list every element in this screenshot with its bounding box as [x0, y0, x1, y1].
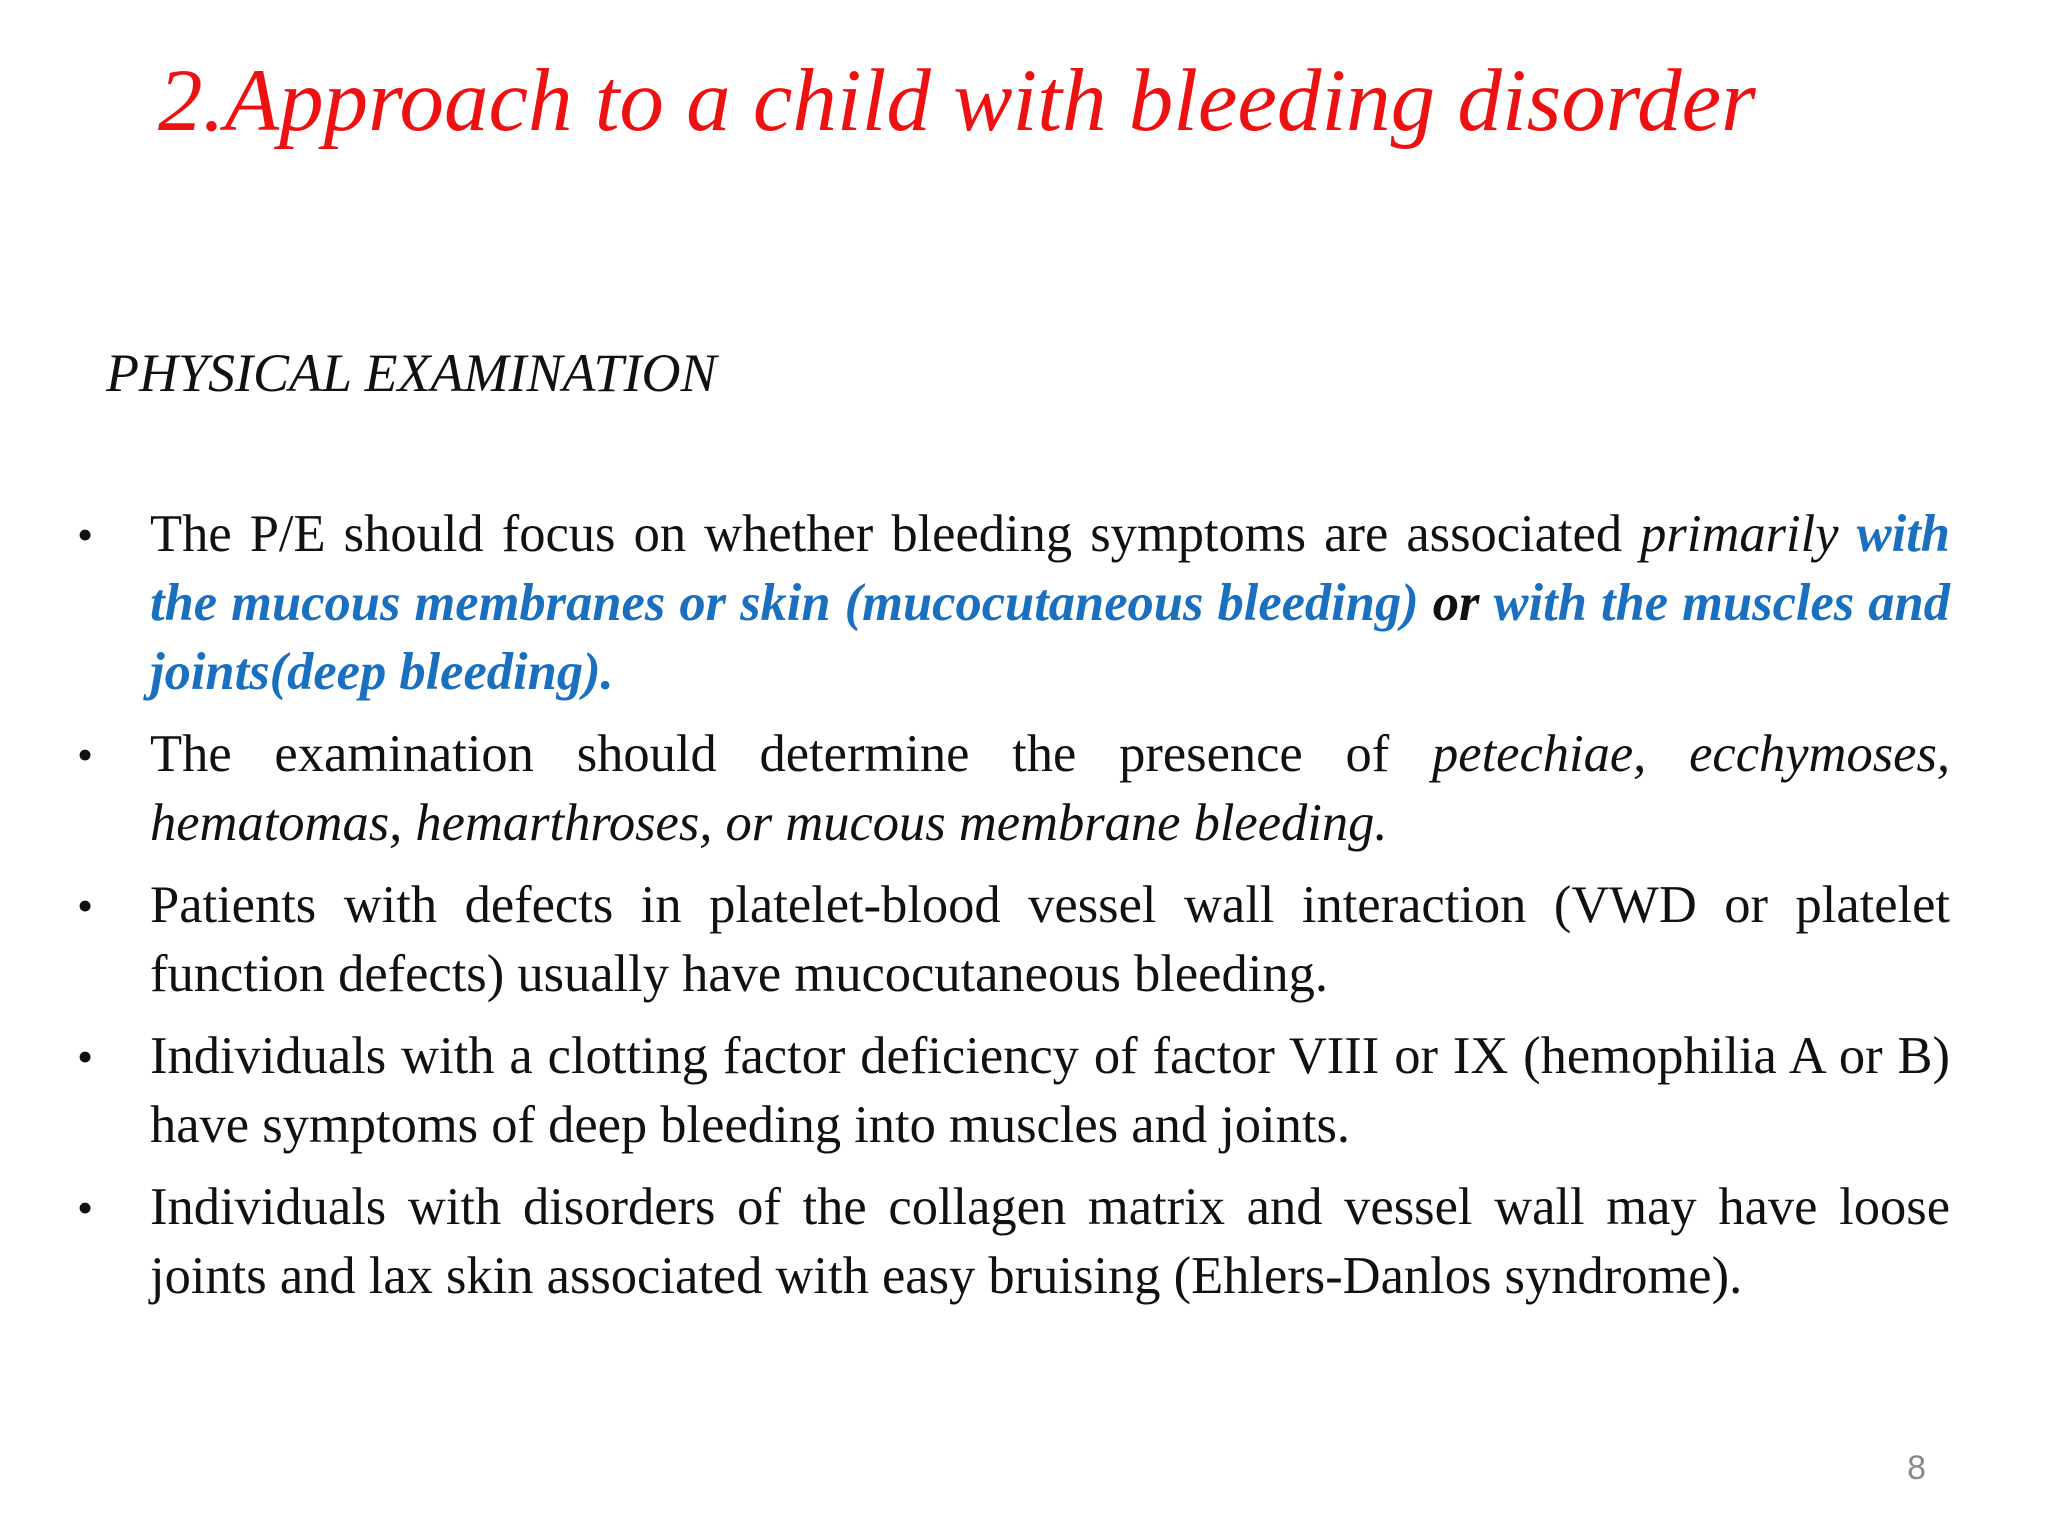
bullet-5-text: Individuals with disorders of the collagen matrix and vessel wall may have loose joints and lax skin associated with easy bruising (Ehlers-Danlos syndrome).	[150, 1178, 1950, 1305]
bullet-item-2	[70, 720, 1950, 858]
bullet-marker: •	[76, 1182, 94, 1233]
bullet-item-1	[70, 500, 1950, 707]
bullet-1-or: or	[1418, 574, 1494, 632]
bullet-item-4	[70, 1022, 1950, 1160]
section-subheading: PHYSICAL EXAMINATION	[106, 343, 717, 403]
bullet-1-deep-bleeding-phrase: with the muscles and joints(deep bleeding).	[150, 574, 1950, 701]
bullet-1-space	[1839, 505, 1857, 563]
bullet-list	[70, 500, 1950, 1324]
bullet-2-text: The examination should determine the presence of	[150, 725, 1433, 783]
bullet-1-text: The P/E should focus on whether bleeding symptoms are associated	[150, 505, 1641, 563]
bullet-marker: •	[76, 509, 94, 560]
bullet-marker: •	[76, 1031, 94, 1082]
bullet-1-emphasis-primarily: primarily	[1640, 505, 1839, 563]
slide-title: 2.Approach to a child with bleeding disorder	[158, 52, 1756, 150]
bullet-item-3	[70, 871, 1950, 1009]
bullet-3-text: Patients with defects in platelet-blood vessel wall interaction (VWD or platelet function defects) usually have mucocutaneous bleeding.	[150, 876, 1950, 1003]
bullet-item-5	[70, 1173, 1950, 1311]
bullet-4-text: Individuals with a clotting factor deficiency of factor VIII or IX (hemophilia A or B) have symptoms of deep bleeding into muscles and joints.	[150, 1027, 1950, 1154]
bullet-2-findings-list: petechiae, ecchymoses, hematomas, hemarthroses, or mucous membrane bleeding.	[150, 725, 1950, 852]
bullet-marker: •	[76, 880, 94, 931]
page-number: 8	[1907, 1449, 1926, 1487]
bullet-1-mucocutaneous-phrase: with the mucous membranes or skin (mucocutaneous bleeding)	[150, 505, 1950, 632]
bullet-marker: •	[76, 729, 94, 780]
